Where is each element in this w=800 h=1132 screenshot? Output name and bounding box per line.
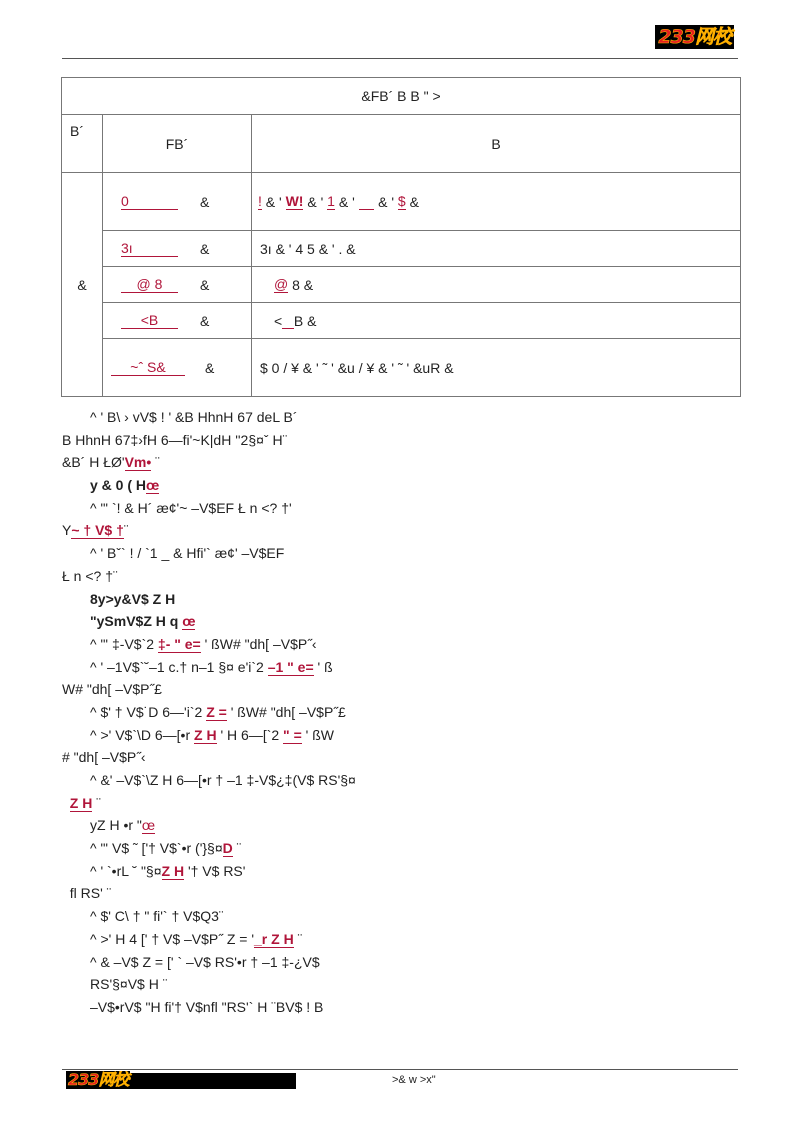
text-run: 8 & [288, 276, 314, 293]
row-a-term: 0 [121, 193, 178, 210]
text-run: ^ $' C\ † " fi'` † V$Q3¨ [90, 908, 224, 925]
row-e-term: ~ˆ S& [111, 359, 185, 376]
text-line [62, 882, 742, 905]
text-run: ' ßW# "dh[ –V$P˝£ [226, 703, 346, 720]
text-line [62, 565, 742, 588]
text-run: 3ı & ' 4 5 & ' . & [260, 240, 356, 257]
text-run: Vm• [124, 454, 152, 471]
text-run: $ 0 / ¥ & ' ˜ ' &u / ¥ & ' ˜ ' &uR & [260, 359, 454, 376]
text-run: ^ ' B\ › vV$ ! ' &B HhnH 67 deL B´ [90, 409, 298, 425]
text-run: ¨ [92, 794, 101, 811]
text-run: 1 [327, 193, 335, 209]
text-run: Y [62, 522, 72, 539]
text-run: & ' [374, 193, 398, 210]
text-run: & ' [334, 193, 359, 210]
text-run: ' H 6—[`2 [216, 726, 284, 743]
row-d-mark: & [200, 312, 210, 329]
text-run: & [405, 193, 419, 210]
text-run: –V$•rV$ "H fi'† V$nfl "RS'` H ¨BV$ ! B [90, 998, 324, 1015]
text-line [62, 588, 742, 611]
brand-logo-top: 233网校 [655, 25, 734, 49]
text-run: W# "dh[ –V$P˝£ [62, 681, 162, 698]
text-line [62, 406, 742, 429]
text-run: ~ † V$ † [71, 522, 124, 539]
text-run: ^ ' `•rL ˘ "§¤ [90, 862, 162, 879]
text-run: ^ $' † V$˙D 6—'i`2 [90, 703, 207, 720]
text-run: D [222, 840, 233, 857]
text-run: &B´ H ŁØ' [62, 454, 125, 471]
text-run: œ [182, 613, 196, 630]
body-text [62, 406, 742, 1019]
text-line [62, 746, 742, 769]
text-line [62, 837, 742, 860]
text-run: Z H [69, 794, 93, 811]
text-line [62, 497, 742, 520]
text-line [62, 792, 742, 815]
text-run: ^ "' V$ ˜ ['† V$`•r ('}§¤ [90, 840, 223, 857]
text-run: B & [293, 312, 317, 329]
text-run: ^ ' –1V$`˘–1 c.† n–1 §¤ e'i`2 [90, 658, 268, 675]
text-run: –1 " e= [267, 658, 314, 675]
text-run: ^ &' –V$`\Z H 6—[•r † –1 ‡-V$¿‡(V$ RS'§¤ [90, 772, 356, 788]
page-number: >& w >x" [392, 1074, 436, 1086]
text-run: ' ß [313, 658, 333, 675]
text-run: ^ & –V$ Z = [' ` –V$ RS'•r † –1 ‡-¿V$ [90, 953, 320, 970]
text-run: ¨ [293, 930, 303, 947]
table-row [62, 267, 741, 303]
text-line [62, 905, 742, 928]
text-run: ' ßW# "dh[ –V$P˝‹ [200, 635, 317, 652]
text-run: ^ ' Bˇ` ! / `1 _ & Hfi'` æ¢' –V$EF [90, 545, 285, 562]
text-run: '† V$ RS' [184, 862, 246, 879]
text-run: œ [146, 477, 160, 494]
text-run [359, 193, 375, 210]
row-d-term: <B [121, 312, 178, 329]
table-title: &FB´ B B " > [62, 78, 741, 115]
text-line [62, 519, 742, 542]
text-run: ' ßW [301, 726, 334, 743]
text-run: _r Z H [254, 930, 294, 947]
text-run: ^ >' H 4 [' † V$ –V$P˝ Z = ' [90, 930, 254, 947]
text-run: ^ "' ‡-V$`2 [90, 635, 158, 652]
text-run: # "dh[ –V$P˝‹ [62, 749, 146, 766]
text-line [62, 474, 742, 497]
text-run: ^ "' `! & H´ æ¢'~ –V$EF Ł n <? †' [90, 499, 292, 516]
text-run: @ [274, 276, 289, 292]
text-line [62, 769, 742, 792]
table-row [62, 231, 741, 267]
row-e-mark: & [205, 359, 215, 376]
col3-header: B [252, 115, 741, 173]
text-run: ‡- " e= [157, 635, 201, 652]
text-run: & ' [303, 193, 328, 210]
text-run: $ [397, 193, 406, 209]
footer-rule [62, 1069, 738, 1070]
content-table [61, 77, 741, 397]
row-a-cell [103, 173, 252, 231]
table-row [62, 303, 741, 339]
text-line [62, 814, 742, 837]
table-row [62, 173, 741, 231]
text-run: < [274, 312, 283, 329]
row-b-term: 3ı [121, 240, 178, 257]
text-run: ! [258, 193, 262, 209]
text-run: & ' [261, 193, 286, 210]
text-line [62, 656, 742, 679]
text-line [62, 610, 742, 633]
text-line [62, 451, 742, 474]
text-run: œ [141, 817, 156, 834]
header-rule [62, 58, 738, 59]
row-b-mark: & [200, 240, 210, 257]
text-run: Z = [206, 703, 227, 720]
row-a-mark: & [200, 193, 210, 210]
row-a-desc [252, 173, 741, 231]
group-label: & [62, 173, 103, 397]
text-line [62, 678, 742, 701]
text-run: y & 0 ( H [90, 477, 147, 494]
text-line [62, 860, 742, 883]
text-run: yZ H •r " [90, 817, 142, 834]
text-run: ¨ [123, 522, 129, 539]
col2-header: FB´ [103, 115, 252, 173]
text-run: RS'§¤V$ H ¨ [90, 976, 168, 993]
text-run: ¨ [151, 454, 160, 471]
text-run: fl RS' ¨ [62, 885, 112, 902]
text-line [62, 429, 742, 452]
text-run: ¨ [232, 840, 242, 857]
text-line [62, 701, 742, 724]
text-run: ^ >' V$`\D 6—[•r [90, 726, 195, 743]
text-run [62, 795, 70, 811]
text-run: 8y>y&V$ Z H [90, 590, 176, 607]
text-line [62, 951, 742, 974]
text-line [62, 973, 742, 996]
text-line [62, 996, 742, 1019]
text-run: B HhnH 67‡›fH 6—fi'~K|dH ''2§¤ˇ H¨ [62, 431, 288, 448]
text-run: Z H [194, 726, 217, 743]
text-run: W! [285, 193, 304, 209]
text-line [62, 928, 742, 951]
text-run: "ySmV$Z H q [90, 613, 183, 630]
table-row [62, 339, 741, 397]
text-line [62, 542, 742, 565]
brand-logo-footer: 233网校 [68, 1070, 129, 1089]
col1-header: B´ [62, 115, 103, 173]
text-run: Z H [161, 862, 185, 879]
row-c-term: @ 8 [121, 276, 178, 293]
text-line [62, 724, 742, 747]
text-run: Ł n <? †¨ [62, 567, 118, 584]
text-run: " = [283, 726, 302, 743]
row-c-mark: & [200, 276, 210, 293]
text-run [282, 312, 294, 329]
text-line [62, 633, 742, 656]
